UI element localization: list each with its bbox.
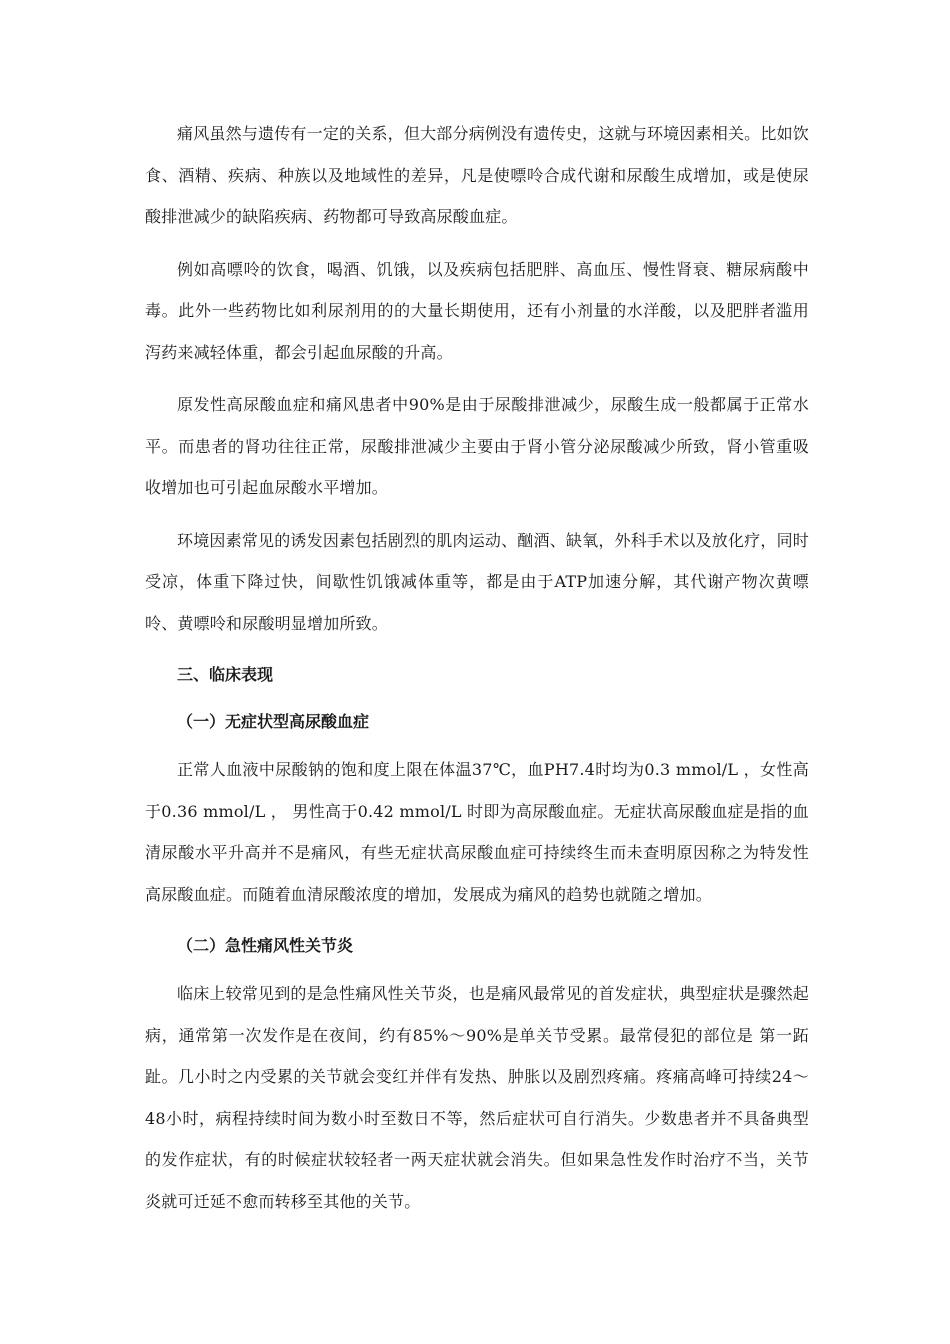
paragraph-acute-gout: 临床上较常见到的是急性痛风性关节炎，也是痛风最常见的首发症状，典型症状是骤然起病，通常第一次发作是在夜间，约有85%～90%是单关节受累。最常侵犯的部位是 第一跖趾。几小时之内受累的关节就会变红并伴有发热、肿胀以及剧烈疼痛。疼痛高峰可持续24～48小时，病程持续时间为数小时至数日不等，然后症状可自行消失。少数患者并不具备典型的发作症状，有的时候症状较轻者一两天症状就会消失。但如果急性发作时治疗不当，关节炎就可迁延不愈而转移至其他的关节。 xyxy=(145,984,809,1211)
paragraph-primary-hyperuricemia: 原发性高尿酸血症和痛风患者中90%是由于尿酸排泄减少，尿酸生成一般都属于正常水平。而患者的肾功往往正常，尿酸排泄减少主要由于肾小管分泌尿酸减少所致，肾小管重吸收增加也可引起血尿酸水平增加。 xyxy=(145,395,809,497)
paragraph-triggers: 环境因素常见的诱发因素包括剧烈的肌肉运动、酗酒、缺氧，外科手术以及放化疗，同时受凉，体重下降过快，间歇性饥饿减体重等，都是由于ATP加速分解，其代谢产物次黄嘌呤、黄嘌呤和尿酸明显增加所致。 xyxy=(145,530,809,633)
paragraph-environment-factors: 痛风虽然与遗传有一定的关系，但大部分病例没有遗传史，这就与环境因素相关。比如饮食、酒精、疾病、种族以及地域性的差异，凡是使嘌呤合成代谢和尿酸生成增加，或是使尿酸排泄减少的缺陷疾病、药物都可导致高尿酸血症。 xyxy=(145,124,809,226)
document-body xyxy=(145,113,809,1233)
subsection-heading-acute-gout: （二）急性痛风性关节炎 xyxy=(177,936,354,955)
subsection-heading-asymptomatic: （一）无症状型高尿酸血症 xyxy=(177,712,370,731)
section-heading-clinical: 三、临床表现 xyxy=(177,665,274,684)
paragraph-examples: 例如高嘌呤的饮食，喝酒、饥饿，以及疾病包括肥胖、高血压、慢性肾衰、糖尿病酸中毒。此外一些药物比如利尿剂用的的大量长期使用，还有小剂量的水洋酸，以及肥胖者滥用泻药来减轻体重，都会引起血尿酸的升高。 xyxy=(145,259,809,362)
paragraph-asymptomatic: 正常人血液中尿酸钠的饱和度上限在体温37℃，血PH7.4时均为0.3 mmol/L ，女性高于0.36 mmol/L ， 男性高于0.42 mmol/L 时即为高尿酸血症。无症状高尿酸血症是指的血清尿酸水平升高并不是痛风，有些无症状高尿酸血症可持续终生而未查明原因称之为特发性高尿酸血症。而随着血清尿酸浓度的增加，发展成为痛风的趋势也就随之增加。 xyxy=(145,760,809,904)
